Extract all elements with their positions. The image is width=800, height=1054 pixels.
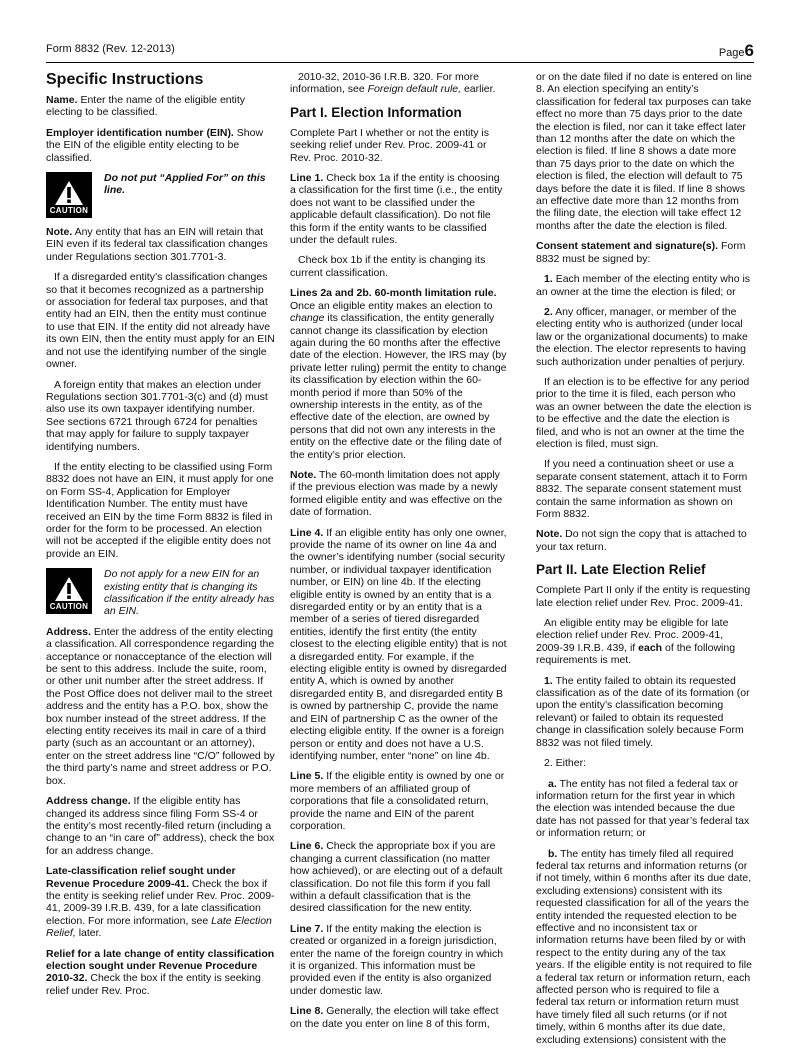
name-label: Name. [46,94,78,106]
note-text: The 60-month limitation does not apply if the previous election was made by a newly formed eligible entity and was effective on the date of formation. [290,468,503,519]
change-emphasis: change [290,312,325,325]
note-label: Note. [290,468,317,481]
requirement-1 [536,675,752,749]
line8-label: Line 8. [290,1005,324,1018]
line1b-instruction: Check box 1b if the entity is changing its current classification. [290,254,486,279]
requirement-2b [536,848,752,1047]
address-label: Address. [46,625,91,638]
line8-instruction [290,1005,508,1030]
late-election-ref: Late Election Relief, [46,914,272,940]
consent-instruction [536,240,752,265]
item-text: The entity has timely filed all required federal tax returns and information returns (or if not timely, within 6 months after its due date, excluding extensions) consistent with its requested classification for all of the years the entity intended the requested election to be effective and no inconsistent tax or information returns have been filed by or with respect to the entity during any of the tax years. If the eligible entity is not required to file a federal tax return or information return, each affected person who is required to file a federal tax return or information return must have timely filed all such returns (or if not timely, within 6 months after its due date, excluding extensions) consistent with the [536,847,752,1046]
lines2-instruction [290,287,508,461]
form-label: Form 8832 (Rev. 12-2013) [46,43,175,55]
address-change-text: If the eligible entity has changed its address since filing Form SS-4 or the entity’s most recently-filed return (including a change to an “in care of” address), check the box for an address change. [46,795,275,857]
each-emphasis: each [638,641,663,654]
line7-label: Line 7. [290,922,324,935]
column-1 [46,66,275,1005]
line1-text: Check box 1a if the entity is choosing a classification for the first time (i.e., the entity does not want to be classified under the applicable default classification). Do not file this form if the entity wants to be classified under the default rules. [290,172,503,247]
ein-instruction [46,127,275,164]
paragraph: If a disregarded entity’s classification changes so that it becomes recognized as a partnership or association for federal tax purposes, and that entity had an EIN, then the entity must continue to use that EIN. If the entity did not already have its own EIN, then the entity must apply for an EIN and not use the identifying number of the single owner. [46,271,275,371]
section-title: Specific Instructions [46,71,204,88]
paragraph: A foreign entity that makes an election under Regulations section 301.7701-3(c) and (d) must also use its own taxpayer identifying number. See sections 6721 through 6724 for penalties that may apply for failure to supply taxpayer identifying numbers. [46,378,268,453]
note-text: Do not sign the copy that is attached to your tax return. [536,528,747,553]
page-number [719,41,754,61]
column-3 [536,66,752,1054]
consent-text: Form 8832 must be signed by: [536,240,746,265]
part2-title: Part II. Late Election Relief [536,562,706,578]
line7-text: If the entity making the election is created or organized in a foreign jurisdiction, enter the name of the foreign country in which it is organized. This information must be provided even if the entity is also organized under domestic law. [290,922,504,997]
eligibility-paragraph [536,617,752,667]
item-text: The entity failed to obtain its requested classification as of the date of its formation (or upon the entity’s classification becoming relevant) or failed to obtain its requested change in classification solely because Form 8832 was not filed timely. [536,674,750,749]
item-text: Each member of the electing entity who is an owner at the time the election is filed; or [536,273,751,298]
warning-triangle-icon [54,576,84,602]
item-number: 1. [544,273,553,286]
column-2 [290,66,508,1038]
line4-instruction [290,527,508,763]
lines2-label: Lines 2a and 2b. 60-month limitation rule. [290,287,497,300]
address-instruction [46,626,275,787]
line4-label: Line 4. [290,526,324,539]
item-number: 1. [544,674,553,687]
note-paragraph [290,469,508,519]
continued-paragraph: or on the date filed if no date is entered on line 8. An election specifying an entity’s classification for federal tax purposes can take effect no more than 75 days prior to the date the election is filed, nor can it take effect later than 12 months after the date on which the election is filed. If line 8 shows a date more than 75 days prior to the date on which the election is filed, the election will default to 75 days before the date it is filed. If line 8 shows an effective date more than 12 months from the filing date, the election will take effect 12 months after the date the election is filed. [536,71,752,232]
lines2-text-cont: its classification, the entity generally cannot change its classification by election again during the 60 months after the effective date of the election. However, the IRS may (by private letter ruling) permit the entity to change its classification by election within the 60-month period if more than 50% of the ownership interests in the entity, as of the effective date of the election, are owned by persons that did not own any interests in the entity on the effective date or the filing date of the entity’s prior election. [290,312,507,461]
part1-intro: Complete Part I whether or not the entity is seeking relief under Rev. Proc. 2009-41 or Rev. Proc. 2010-32. [290,126,490,164]
foreign-default-ref: Foreign default rule, [367,83,462,96]
line6-instruction [290,840,508,914]
warning-triangle-icon [54,180,84,206]
line1-instruction [290,172,508,246]
name-text: Enter the name of the eligible entity electing to be classified. [46,94,246,119]
caution-label: CAUTION [49,602,89,612]
line5-text: If the eligible entity is owned by one or more members of an affiliated group of corporations that file a consolidated return, provide the name and EIN of the parent corporation. [290,770,505,832]
paragraph: If an election is to be effective for any period prior to the time it is filed, each person who was an owner between the date the election is to be effective and the date the election is filed, and who is not an owner at the time the election is filed, must sign. [536,375,752,450]
caution-block [46,172,275,218]
relief-instruction [46,948,275,998]
ein-text: Show the EIN of the eligible entity electing to be classified. [46,126,264,164]
line8-text: Generally, the election will take effect on the date you enter on line 8 of this form, [290,1005,499,1030]
late-classification-instruction [46,865,275,939]
lines2-text: Once an eligible entity makes an election to [290,299,493,312]
page-word: Page [718,47,745,59]
part2-intro: Complete Part II only if the entity is requesting late election relief under Rev. Proc. 2009-41. [536,584,751,609]
ein-label: Employer identification number (EIN). [46,126,234,139]
line5-label: Line 5. [290,770,324,783]
paragraph: If you need a continuation sheet or use a separate consent statement, attach it to Form 8832. The separate consent statement must contain the same information as shown on Form 8832. [536,458,748,520]
note-label: Note. [46,226,73,239]
page-number-value: 6 [744,41,754,60]
line6-label: Line 6. [290,840,324,853]
requirement-2: 2. Either: [544,757,587,770]
part1-title: Part I. Election Information [290,104,462,120]
name-instruction [46,94,275,119]
signer-item-1 [536,273,752,298]
continued-end: earlier. [463,83,496,96]
address-text: Enter the address of the entity electing a classification. All correspondence regarding the acceptance or nonacceptance of the election will be sent to this address. Include the suite, room, or other unit number after the street address. If the Post Office does not deliver mail to the street address and the entity has a P.O. box, show the box number instead of the street address. If the electing entity receives its mail in care of a third party (such as an accountant or an attorney), enter on the street address line “C/O” followed by the third party’s name and street address or P.O. box. [46,625,275,787]
caution-icon [46,172,92,218]
continued-text: 2010-32, 2010-36 I.R.B. 320. For more information, see [290,71,479,96]
eligibility-text: An eligible entity may be eligible for late election relief under Rev. Proc. 2009-41, 2009-39 I.R.B. 439, if [536,617,729,654]
item-text: Any officer, manager, or member of the electing entity who is authorized (under local law or the organizational documents) to make the election. The elector represents to having such authorization under penalties of perjury. [536,305,748,368]
signer-item-2 [536,306,752,368]
requirement-2a [536,778,752,840]
item-number: b. [548,847,558,860]
paragraph: If the entity electing to be classified using Form 8832 does not have an EIN, it must apply for one on Form SS-4, Application for Employer Identification Number. The entity must have received an EIN by the time Form 8832 is filed in order for the form to be processed. An election will not be accepted if the eligible entity does not provide an EIN. [46,460,274,560]
caution-text: Do not put “Applied For” on this line. [104,172,266,197]
note-text: Any entity that has an EIN will retain that EIN even if its federal tax classification changes under Regulations section 301.7701-3. [46,226,268,263]
line7-instruction [290,923,508,997]
address-change-instruction [46,795,275,857]
item-number: 2. [544,305,553,318]
header-rule [46,62,754,63]
note-label: Note. [536,528,563,541]
relief-text: Check the box if the entity is seeking relief under Rev. Proc. [46,972,261,997]
eligibility-text-cont: of the following requirements is met. [536,641,736,667]
caution-label: CAUTION [49,206,89,216]
late-classification-label: Late-classification relief sought under Revenue Procedure 2009-41. [46,865,236,890]
item-number: a. [548,777,557,790]
caution-text: Do not apply for a new EIN for an existing entity that is changing its classification if the entity already has an EIN. [104,568,275,618]
continued-paragraph [290,71,508,96]
note-paragraph [46,226,275,263]
late-classification-end: later. [78,927,102,940]
line1-label: Line 1. [290,172,324,185]
line4-text: If an eligible entity has only one owner, provide the name of its owner on line 4a and the owner’s identifying number (social security number, or individual taxpayer identification number, or EIN) on line 4b. If the electing eligible entity is owned by an entity that is a disregarded entity or by an entity that is a member of a series of tiered disregarded entities, identify the first entity (the entity closest to the electing eligible entity) that is not a disregarded entity. For example, if the electing eligible entity is owned by disregarded entity A, which is owned by another disregarded entity B, and disregarded entity B is owned by partnership C, provide the name and EIN of partnership C as the owner of the electing eligible entity. If the owner is a foreign person or entity and does not have a U.S. identifying number, enter “none” on line 4b. [290,526,507,762]
consent-label: Consent statement and signature(s). [536,240,719,253]
late-classification-text: Check the box if the entity is seeking relief under Rev. Proc. 2009-41, 2009-39 I.R.B. 439, for a late classification election. For more information, see [46,877,275,927]
caution-icon [46,568,92,614]
caution-block [46,568,275,618]
item-text: The entity has not filed a federal tax or information return for the first year in which the election was intended because the due date has not passed for that year’s federal tax or information return; or [536,777,750,840]
note-paragraph [536,528,752,553]
address-change-label: Address change. [46,795,131,808]
line5-instruction [290,770,508,832]
relief-label: Relief for a late change of entity classification election sought under Revenue Procedure 2010-32. [46,947,275,985]
line6-text: Check the appropriate box if you are changing a current classification (no matter how achieved), or are electing out of a default classification. Do not file this form if you fall within a default classification that is the desired classification for the new entity. [290,840,503,915]
